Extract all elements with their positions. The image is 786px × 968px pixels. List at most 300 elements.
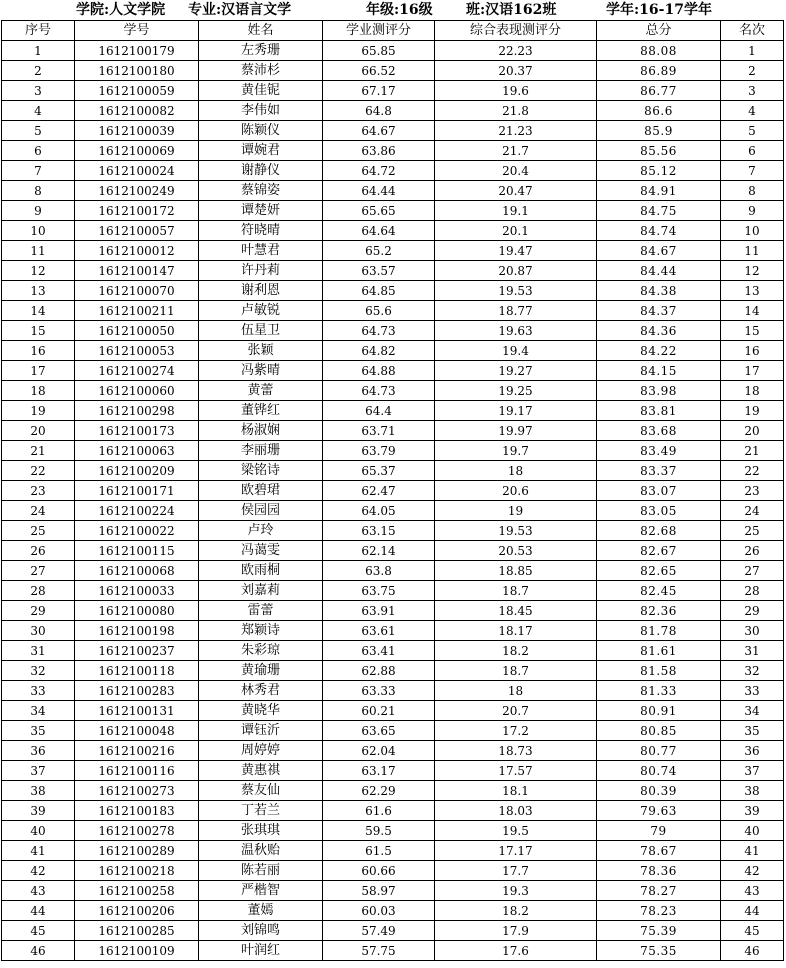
cell-rank: 29 — [721, 601, 784, 621]
cell-performance-score: 20.87 — [435, 261, 597, 281]
cell-rank: 38 — [721, 781, 784, 801]
cell-rank: 13 — [721, 281, 784, 301]
cell-name: 雷蕾 — [199, 601, 323, 621]
cell-student-id: 1612100171 — [75, 481, 199, 501]
cell-academic-score: 63.86 — [323, 141, 435, 161]
cell-performance-score: 17.9 — [435, 921, 597, 941]
cell-total: 83.98 — [597, 381, 721, 401]
table-row — [2, 501, 784, 521]
table-row — [2, 521, 784, 541]
cell-rank: 25 — [721, 521, 784, 541]
cell-rank: 39 — [721, 801, 784, 821]
cell-student-id: 1612100206 — [75, 901, 199, 921]
cell-performance-score: 20.53 — [435, 541, 597, 561]
cell-student-id: 1612100118 — [75, 661, 199, 681]
grade-label: 年级:16级 — [366, 2, 433, 18]
academic-year-label: 学年:16-17学年 — [606, 2, 712, 18]
cell-seq: 34 — [2, 701, 75, 721]
cell-seq: 15 — [2, 321, 75, 341]
cell-performance-score: 19.53 — [435, 521, 597, 541]
cell-name: 欧碧珺 — [199, 481, 323, 501]
cell-name: 侯园园 — [199, 501, 323, 521]
table-row — [2, 541, 784, 561]
cell-total: 81.58 — [597, 661, 721, 681]
cell-seq: 40 — [2, 821, 75, 841]
cell-performance-score: 18.03 — [435, 801, 597, 821]
cell-name: 陈若丽 — [199, 861, 323, 881]
cell-name: 张琪琪 — [199, 821, 323, 841]
cell-academic-score: 61.5 — [323, 841, 435, 861]
cell-performance-score: 20.4 — [435, 161, 597, 181]
cell-academic-score: 59.5 — [323, 821, 435, 841]
cell-seq: 30 — [2, 621, 75, 641]
table-row — [2, 861, 784, 881]
table-row — [2, 881, 784, 901]
cell-name: 卢敏锐 — [199, 301, 323, 321]
college-label: 学院:人文学院 — [76, 2, 166, 18]
cell-academic-score: 64.82 — [323, 341, 435, 361]
cell-academic-score: 63.61 — [323, 621, 435, 641]
cell-seq: 46 — [2, 941, 75, 961]
cell-name: 卢玲 — [199, 521, 323, 541]
cell-rank: 5 — [721, 121, 784, 141]
cell-total: 83.68 — [597, 421, 721, 441]
cell-name: 陈颖仪 — [199, 121, 323, 141]
cell-academic-score: 64.72 — [323, 161, 435, 181]
cell-rank: 15 — [721, 321, 784, 341]
cell-rank: 4 — [721, 101, 784, 121]
cell-name: 符晓晴 — [199, 221, 323, 241]
cell-name: 刘嘉莉 — [199, 581, 323, 601]
cell-student-id: 1612100070 — [75, 281, 199, 301]
cell-performance-score: 19.3 — [435, 881, 597, 901]
cell-academic-score: 63.79 — [323, 441, 435, 461]
cell-seq: 25 — [2, 521, 75, 541]
cell-student-id: 1612100053 — [75, 341, 199, 361]
cell-performance-score: 19 — [435, 501, 597, 521]
cell-performance-score: 17.6 — [435, 941, 597, 961]
cell-performance-score: 18.85 — [435, 561, 597, 581]
cell-total: 80.74 — [597, 761, 721, 781]
cell-rank: 45 — [721, 921, 784, 941]
cell-total: 80.91 — [597, 701, 721, 721]
cell-name: 郑颖诗 — [199, 621, 323, 641]
table-row — [2, 81, 784, 101]
cell-total: 75.35 — [597, 941, 721, 961]
cell-performance-score: 21.8 — [435, 101, 597, 121]
cell-student-id: 1612100283 — [75, 681, 199, 701]
table-row — [2, 841, 784, 861]
table-row — [2, 41, 784, 61]
cell-name: 刘锦鸣 — [199, 921, 323, 941]
cell-academic-score: 60.03 — [323, 901, 435, 921]
cell-name: 张颖 — [199, 341, 323, 361]
cell-student-id: 1612100224 — [75, 501, 199, 521]
table-row — [2, 201, 784, 221]
table-row — [2, 901, 784, 921]
sheet-header — [0, 0, 786, 20]
cell-seq: 42 — [2, 861, 75, 881]
table-row — [2, 581, 784, 601]
cell-seq: 17 — [2, 361, 75, 381]
cell-name: 严楷智 — [199, 881, 323, 901]
cell-performance-score: 19.6 — [435, 81, 597, 101]
cell-rank: 18 — [721, 381, 784, 401]
cell-rank: 21 — [721, 441, 784, 461]
cell-seq: 23 — [2, 481, 75, 501]
table-row — [2, 181, 784, 201]
cell-performance-score: 19.1 — [435, 201, 597, 221]
cell-academic-score: 64.05 — [323, 501, 435, 521]
table-row — [2, 341, 784, 361]
cell-seq: 39 — [2, 801, 75, 821]
cell-performance-score: 18.7 — [435, 581, 597, 601]
cell-academic-score: 60.21 — [323, 701, 435, 721]
cell-total: 78.67 — [597, 841, 721, 861]
cell-performance-score: 18.45 — [435, 601, 597, 621]
cell-student-id: 1612100209 — [75, 461, 199, 481]
cell-total: 80.39 — [597, 781, 721, 801]
cell-total: 84.67 — [597, 241, 721, 261]
cell-student-id: 1612100285 — [75, 921, 199, 941]
col-header-performance-score: 综合表现测评分 — [435, 21, 597, 41]
cell-seq: 32 — [2, 661, 75, 681]
cell-academic-score: 64.8 — [323, 101, 435, 121]
cell-rank: 35 — [721, 721, 784, 741]
cell-name: 杨淑娴 — [199, 421, 323, 441]
table-row — [2, 261, 784, 281]
cell-name: 欧雨桐 — [199, 561, 323, 581]
cell-student-id: 1612100024 — [75, 161, 199, 181]
cell-rank: 37 — [721, 761, 784, 781]
cell-rank: 30 — [721, 621, 784, 641]
cell-name: 李伟如 — [199, 101, 323, 121]
cell-academic-score: 63.33 — [323, 681, 435, 701]
cell-seq: 3 — [2, 81, 75, 101]
cell-rank: 20 — [721, 421, 784, 441]
cell-student-id: 1612100048 — [75, 721, 199, 741]
cell-academic-score: 60.66 — [323, 861, 435, 881]
cell-performance-score: 20.6 — [435, 481, 597, 501]
cell-performance-score: 19.5 — [435, 821, 597, 841]
table-row — [2, 741, 784, 761]
cell-name: 蔡锦姿 — [199, 181, 323, 201]
cell-performance-score: 18 — [435, 461, 597, 481]
cell-rank: 32 — [721, 661, 784, 681]
cell-name: 黄瑜珊 — [199, 661, 323, 681]
cell-seq: 27 — [2, 561, 75, 581]
cell-name: 谭钰沂 — [199, 721, 323, 741]
cell-rank: 1 — [721, 41, 784, 61]
cell-student-id: 1612100183 — [75, 801, 199, 821]
cell-seq: 24 — [2, 501, 75, 521]
cell-seq: 10 — [2, 221, 75, 241]
cell-rank: 34 — [721, 701, 784, 721]
cell-rank: 3 — [721, 81, 784, 101]
table-row — [2, 681, 784, 701]
cell-seq: 14 — [2, 301, 75, 321]
cell-rank: 6 — [721, 141, 784, 161]
cell-total: 82.67 — [597, 541, 721, 561]
cell-performance-score: 20.47 — [435, 181, 597, 201]
cell-performance-score: 20.1 — [435, 221, 597, 241]
cell-name: 冯蔼雯 — [199, 541, 323, 561]
cell-student-id: 1612100039 — [75, 121, 199, 141]
cell-academic-score: 63.71 — [323, 421, 435, 441]
cell-academic-score: 64.4 — [323, 401, 435, 421]
cell-student-id: 1612100258 — [75, 881, 199, 901]
cell-rank: 17 — [721, 361, 784, 381]
cell-name: 丁若兰 — [199, 801, 323, 821]
col-header-total: 总分 — [597, 21, 721, 41]
cell-rank: 40 — [721, 821, 784, 841]
col-header-name: 姓名 — [199, 21, 323, 41]
cell-total: 78.36 — [597, 861, 721, 881]
cell-performance-score: 18.7 — [435, 661, 597, 681]
cell-rank: 16 — [721, 341, 784, 361]
cell-academic-score: 62.47 — [323, 481, 435, 501]
cell-student-id: 1612100211 — [75, 301, 199, 321]
cell-academic-score: 62.88 — [323, 661, 435, 681]
cell-student-id: 1612100050 — [75, 321, 199, 341]
cell-performance-score: 18.2 — [435, 901, 597, 921]
cell-seq: 43 — [2, 881, 75, 901]
cell-rank: 23 — [721, 481, 784, 501]
cell-total: 82.45 — [597, 581, 721, 601]
cell-name: 冯紫晴 — [199, 361, 323, 381]
table-row — [2, 921, 784, 941]
cell-academic-score: 64.85 — [323, 281, 435, 301]
cell-total: 78.27 — [597, 881, 721, 901]
cell-seq: 21 — [2, 441, 75, 461]
cell-performance-score: 19.4 — [435, 341, 597, 361]
table-header-row — [2, 21, 784, 41]
cell-academic-score: 63.75 — [323, 581, 435, 601]
cell-performance-score: 21.23 — [435, 121, 597, 141]
cell-student-id: 1612100069 — [75, 141, 199, 161]
cell-academic-score: 63.65 — [323, 721, 435, 741]
cell-rank: 44 — [721, 901, 784, 921]
table-row — [2, 381, 784, 401]
table-row — [2, 801, 784, 821]
cell-student-id: 1612100216 — [75, 741, 199, 761]
cell-performance-score: 19.17 — [435, 401, 597, 421]
cell-seq: 5 — [2, 121, 75, 141]
table-row — [2, 701, 784, 721]
cell-total: 82.36 — [597, 601, 721, 621]
cell-name: 黄晓华 — [199, 701, 323, 721]
cell-seq: 18 — [2, 381, 75, 401]
cell-performance-score: 19.25 — [435, 381, 597, 401]
cell-name: 李丽珊 — [199, 441, 323, 461]
cell-total: 86.89 — [597, 61, 721, 81]
table-row — [2, 461, 784, 481]
cell-academic-score: 64.44 — [323, 181, 435, 201]
cell-total: 86.6 — [597, 101, 721, 121]
cell-performance-score: 19.7 — [435, 441, 597, 461]
cell-student-id: 1612100274 — [75, 361, 199, 381]
cell-total: 82.65 — [597, 561, 721, 581]
table-row — [2, 61, 784, 81]
cell-academic-score: 64.64 — [323, 221, 435, 241]
cell-seq: 12 — [2, 261, 75, 281]
cell-performance-score: 19.63 — [435, 321, 597, 341]
cell-total: 84.74 — [597, 221, 721, 241]
cell-seq: 2 — [2, 61, 75, 81]
cell-total: 85.9 — [597, 121, 721, 141]
cell-total: 83.49 — [597, 441, 721, 461]
cell-total: 85.56 — [597, 141, 721, 161]
cell-name: 谢利恩 — [199, 281, 323, 301]
cell-seq: 45 — [2, 921, 75, 941]
cell-name: 左秀珊 — [199, 41, 323, 61]
cell-total: 84.44 — [597, 261, 721, 281]
cell-total: 75.39 — [597, 921, 721, 941]
cell-student-id: 1612100033 — [75, 581, 199, 601]
table-row — [2, 561, 784, 581]
cell-total: 78.23 — [597, 901, 721, 921]
cell-student-id: 1612100273 — [75, 781, 199, 801]
cell-total: 81.78 — [597, 621, 721, 641]
cell-academic-score: 62.14 — [323, 541, 435, 561]
cell-student-id: 1612100060 — [75, 381, 199, 401]
cell-total: 88.08 — [597, 41, 721, 61]
cell-total: 82.68 — [597, 521, 721, 541]
cell-performance-score: 20.37 — [435, 61, 597, 81]
cell-academic-score: 62.29 — [323, 781, 435, 801]
cell-name: 梁铭诗 — [199, 461, 323, 481]
cell-seq: 16 — [2, 341, 75, 361]
cell-total: 86.77 — [597, 81, 721, 101]
table-row — [2, 941, 784, 961]
cell-rank: 19 — [721, 401, 784, 421]
cell-total: 84.75 — [597, 201, 721, 221]
cell-name: 温秋贻 — [199, 841, 323, 861]
cell-rank: 2 — [721, 61, 784, 81]
cell-seq: 36 — [2, 741, 75, 761]
cell-name: 谭楚妍 — [199, 201, 323, 221]
table-row — [2, 721, 784, 741]
table-row — [2, 481, 784, 501]
table-row — [2, 301, 784, 321]
cell-total: 84.22 — [597, 341, 721, 361]
cell-performance-score: 19.47 — [435, 241, 597, 261]
cell-rank: 24 — [721, 501, 784, 521]
cell-total: 80.85 — [597, 721, 721, 741]
cell-total: 84.38 — [597, 281, 721, 301]
cell-rank: 41 — [721, 841, 784, 861]
table-row — [2, 601, 784, 621]
cell-academic-score: 64.73 — [323, 321, 435, 341]
col-header-rank: 名次 — [721, 21, 784, 41]
cell-total: 83.37 — [597, 461, 721, 481]
cell-academic-score: 57.49 — [323, 921, 435, 941]
ranking-table — [1, 20, 784, 961]
cell-student-id: 1612100289 — [75, 841, 199, 861]
cell-performance-score: 17.7 — [435, 861, 597, 881]
col-header-student-id: 学号 — [75, 21, 199, 41]
cell-academic-score: 61.6 — [323, 801, 435, 821]
cell-seq: 1 — [2, 41, 75, 61]
cell-seq: 7 — [2, 161, 75, 181]
cell-rank: 33 — [721, 681, 784, 701]
table-row — [2, 221, 784, 241]
cell-name: 朱彩琼 — [199, 641, 323, 661]
cell-student-id: 1612100115 — [75, 541, 199, 561]
cell-rank: 9 — [721, 201, 784, 221]
cell-seq: 41 — [2, 841, 75, 861]
cell-academic-score: 63.8 — [323, 561, 435, 581]
cell-total: 84.36 — [597, 321, 721, 341]
cell-student-id: 1612100173 — [75, 421, 199, 441]
cell-rank: 11 — [721, 241, 784, 261]
cell-name: 伍星卫 — [199, 321, 323, 341]
cell-performance-score: 17.2 — [435, 721, 597, 741]
table-row — [2, 421, 784, 441]
cell-name: 谭婉君 — [199, 141, 323, 161]
cell-student-id: 1612100063 — [75, 441, 199, 461]
cell-performance-score: 22.23 — [435, 41, 597, 61]
cell-student-id: 1612100080 — [75, 601, 199, 621]
cell-academic-score: 63.41 — [323, 641, 435, 661]
cell-academic-score: 63.57 — [323, 261, 435, 281]
cell-performance-score: 20.7 — [435, 701, 597, 721]
cell-performance-score: 17.57 — [435, 761, 597, 781]
cell-student-id: 1612100116 — [75, 761, 199, 781]
table-row — [2, 621, 784, 641]
cell-academic-score: 65.6 — [323, 301, 435, 321]
cell-academic-score: 58.97 — [323, 881, 435, 901]
cell-student-id: 1612100237 — [75, 641, 199, 661]
table-body — [2, 41, 784, 961]
cell-academic-score: 63.15 — [323, 521, 435, 541]
cell-name: 许丹莉 — [199, 261, 323, 281]
cell-rank: 43 — [721, 881, 784, 901]
cell-academic-score: 65.2 — [323, 241, 435, 261]
table-row — [2, 141, 784, 161]
cell-name: 周婷婷 — [199, 741, 323, 761]
col-header-academic-score: 学业测评分 — [323, 21, 435, 41]
cell-academic-score: 63.17 — [323, 761, 435, 781]
table-row — [2, 761, 784, 781]
cell-seq: 44 — [2, 901, 75, 921]
cell-name: 黄佳铌 — [199, 81, 323, 101]
cell-academic-score: 65.85 — [323, 41, 435, 61]
cell-total: 83.81 — [597, 401, 721, 421]
cell-seq: 8 — [2, 181, 75, 201]
cell-performance-score: 19.27 — [435, 361, 597, 381]
table-row — [2, 401, 784, 421]
cell-seq: 37 — [2, 761, 75, 781]
cell-seq: 28 — [2, 581, 75, 601]
cell-academic-score: 57.75 — [323, 941, 435, 961]
cell-student-id: 1612100131 — [75, 701, 199, 721]
cell-rank: 7 — [721, 161, 784, 181]
cell-student-id: 1612100059 — [75, 81, 199, 101]
cell-total: 84.91 — [597, 181, 721, 201]
cell-rank: 22 — [721, 461, 784, 481]
cell-student-id: 1612100147 — [75, 261, 199, 281]
table-row — [2, 821, 784, 841]
cell-name: 叶慧君 — [199, 241, 323, 261]
cell-performance-score: 18.73 — [435, 741, 597, 761]
cell-total: 80.77 — [597, 741, 721, 761]
cell-performance-score: 19.97 — [435, 421, 597, 441]
cell-seq: 38 — [2, 781, 75, 801]
cell-student-id: 1612100180 — [75, 61, 199, 81]
cell-student-id: 1612100012 — [75, 241, 199, 261]
cell-rank: 26 — [721, 541, 784, 561]
